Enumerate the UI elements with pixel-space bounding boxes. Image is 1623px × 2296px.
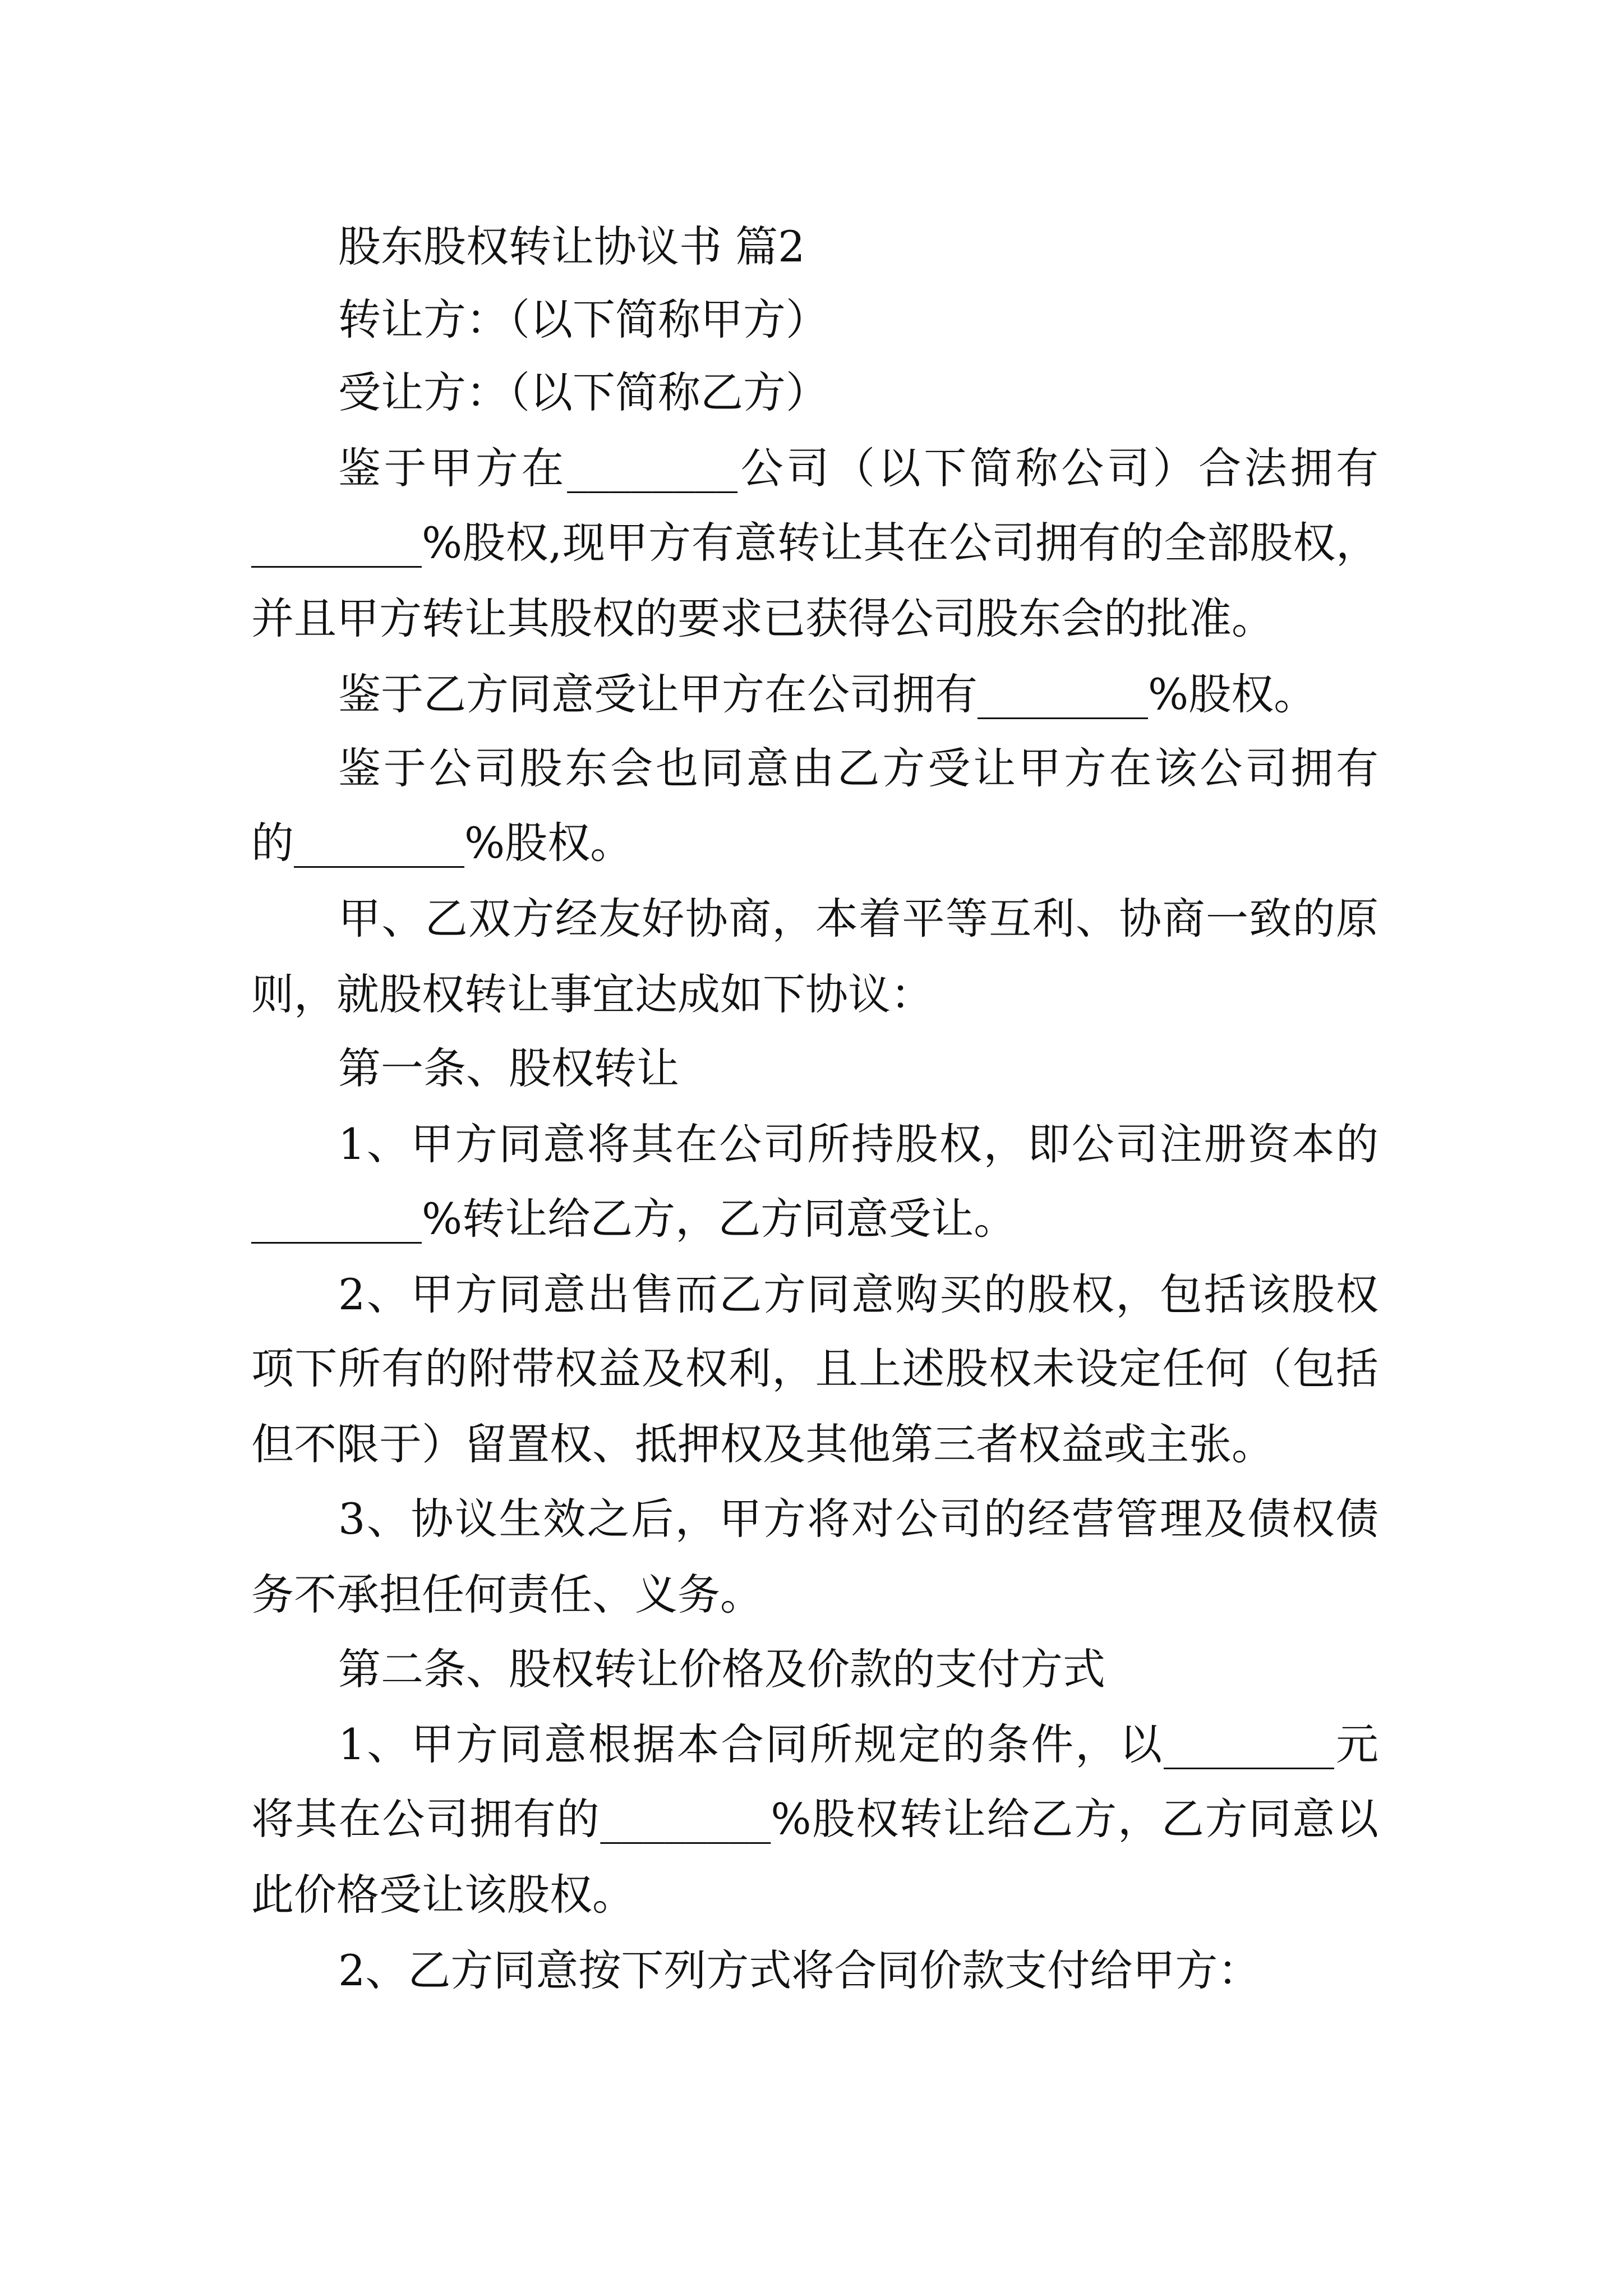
paragraph-line: ________%股权,现甲方有意转让其在公司拥有的全部股权， xyxy=(251,518,1378,568)
paragraph-line: 鉴于公司股东会也同意由乙方受让甲方在该公司拥有 xyxy=(338,743,1378,793)
paragraph-line: 则，就股权转让事宜达成如下协议： xyxy=(251,969,933,1019)
document-title: 股东股权转让协议书 篇2 xyxy=(338,222,805,272)
transferee-line: 受让方：（以下简称乙方） xyxy=(338,367,828,417)
paragraph-line: 的________%股权。 xyxy=(251,818,633,868)
article-heading: 第一条、股权转让 xyxy=(338,1043,679,1093)
paragraph-line: ________%转让给乙方，乙方同意受让。 xyxy=(251,1194,1017,1244)
paragraph-line: 1、甲方同意根据本合同所规定的条件，以________元 xyxy=(338,1719,1378,1769)
paragraph-line: 甲、乙双方经友好协商，本着平等互利、协商一致的原 xyxy=(338,894,1378,944)
paragraph-line: 务不承担任何责任、义务。 xyxy=(251,1570,763,1619)
paragraph-line: 并且甲方转让其股权的要求已获得公司股东会的批准。 xyxy=(251,593,1274,643)
paragraph-line: 3、协议生效之后，甲方将对公司的经营管理及债权债 xyxy=(338,1494,1378,1544)
paragraph-line: 此价格受让该股权。 xyxy=(251,1870,635,1920)
paragraph-line: 2、乙方同意按下列方式将合同价款支付给甲方： xyxy=(338,1945,1261,1995)
article-heading: 第二条、股权转让价格及价款的支付方式 xyxy=(338,1644,1105,1694)
paragraph-line: 1、甲方同意将其在公司所持股权，即公司注册资本的 xyxy=(338,1119,1378,1169)
paragraph-line: 项下所有的附带权益及权利，且上述股权未设定任何（包括 xyxy=(251,1343,1378,1393)
paragraph-line: 2、甲方同意出售而乙方同意购买的股权，包括该股权 xyxy=(338,1269,1378,1319)
paragraph-line: 但不限于）留置权、抵押权及其他第三者权益或主张。 xyxy=(251,1419,1274,1469)
paragraph-line: 鉴于乙方同意受让甲方在公司拥有________%股权。 xyxy=(338,669,1317,719)
paragraph-line: 将其在公司拥有的________%股权转让给乙方，乙方同意以 xyxy=(251,1794,1378,1844)
paragraph-line: 鉴于甲方在________公司（以下简称公司）合法拥有 xyxy=(338,443,1378,493)
transferor-line: 转让方：（以下简称甲方） xyxy=(338,295,828,344)
